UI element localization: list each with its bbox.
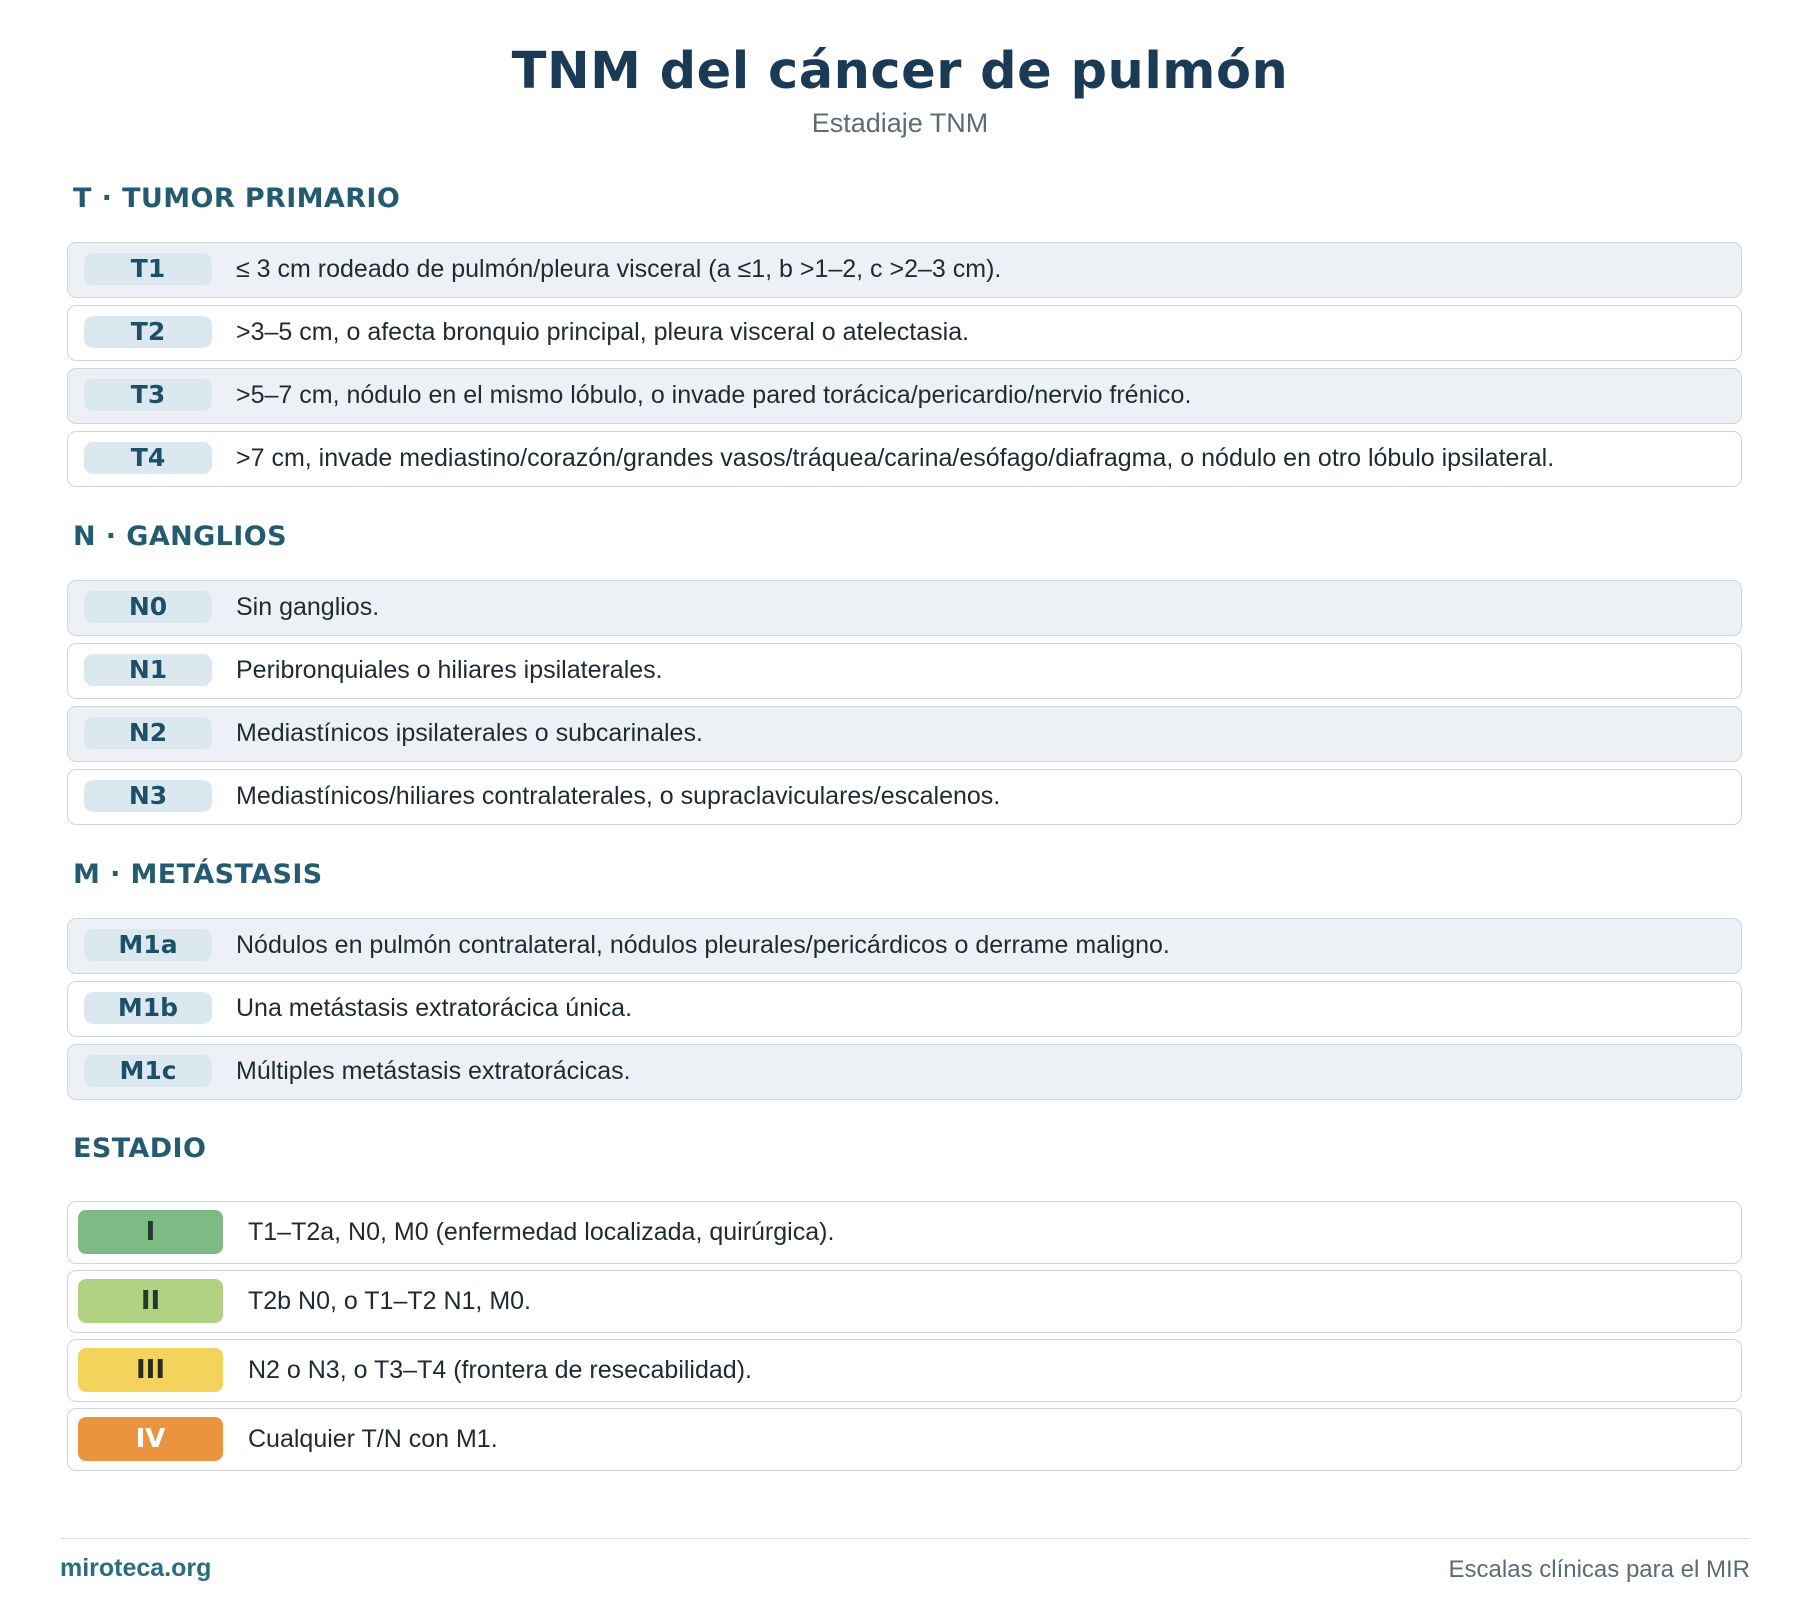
row-description: Nódulos en pulmón contralateral, nódulos pleurales/pericárdicos o derrame maligno.: [236, 931, 1170, 959]
table-row-t1: [67, 242, 1742, 298]
stage-description: Cualquier T/N con M1.: [248, 1425, 498, 1453]
footer-divider: [60, 1538, 1750, 1539]
code-badge: M1b: [84, 992, 212, 1024]
row-description: >3–5 cm, o afecta bronquio principal, pleura visceral o atelectasia.: [236, 318, 970, 346]
code-badge: T4: [84, 442, 212, 474]
row-description: Múltiples metástasis extratorácicas.: [236, 1057, 631, 1085]
table-row-m1b: [67, 981, 1742, 1037]
stage-row-iii: [67, 1339, 1742, 1402]
section-heading-m: M · METÁSTASIS: [73, 859, 323, 890]
page-subtitle: Estadiaje TNM: [811, 108, 989, 138]
code-badge: T1: [84, 253, 212, 285]
stage-description: T2b N0, o T1–T2 N1, M0.: [248, 1287, 531, 1315]
row-description: Mediastínicos/hiliares contralaterales, o supraclaviculares/escalenos.: [236, 782, 1001, 810]
table-row-m1c: [67, 1044, 1742, 1100]
stage-description: N2 o N3, o T3–T4 (frontera de resecabilidad).: [248, 1356, 752, 1384]
table-row-t2: [67, 305, 1742, 361]
table-row-n3: [67, 769, 1742, 825]
code-badge: T3: [84, 379, 212, 411]
table-row-n2: [67, 706, 1742, 762]
table-row-t4: [67, 431, 1742, 487]
code-badge: N3: [84, 780, 212, 812]
row-description: >5–7 cm, nódulo en el mismo lóbulo, o invade pared torácica/pericardio/nervio frénico.: [236, 381, 1192, 409]
stage-badge: III: [78, 1348, 223, 1392]
code-badge: N0: [84, 591, 212, 623]
stage-description: T1–T2a, N0, M0 (enfermedad localizada, quirúrgica).: [248, 1218, 835, 1246]
table-row-n0: [67, 580, 1742, 636]
table-row-m1a: [67, 918, 1742, 974]
row-description: ≤ 3 cm rodeado de pulmón/pleura visceral (a ≤1, b >1–2, c >2–3 cm).: [236, 255, 1002, 283]
stage-row-ii: [67, 1270, 1742, 1333]
footer-tagline: Escalas clínicas para el MIR: [1448, 1556, 1750, 1583]
code-badge: T2: [84, 316, 212, 348]
row-description: Mediastínicos ipsilaterales o subcarinales.: [236, 719, 703, 747]
stage-row-i: [67, 1201, 1742, 1264]
stage-badge: I: [78, 1210, 223, 1254]
code-badge: M1a: [84, 929, 212, 961]
row-description: Una metástasis extratorácica única.: [236, 994, 633, 1022]
footer-site-link[interactable]: miroteca.org: [60, 1554, 212, 1582]
stage-row-iv: [67, 1408, 1742, 1471]
section-heading-t: T · TUMOR PRIMARIO: [73, 183, 401, 214]
row-description: Peribronquiales o hiliares ipsilaterales.: [236, 656, 663, 684]
page-title: TNM del cáncer de pulmón: [511, 42, 1289, 101]
table-row-t3: [67, 368, 1742, 424]
stage-badge: IV: [78, 1417, 223, 1461]
section-heading-stage: ESTADIO: [73, 1133, 207, 1164]
section-heading-n: N · GANGLIOS: [73, 521, 287, 552]
code-badge: M1c: [84, 1055, 212, 1087]
stage-badge: II: [78, 1279, 223, 1323]
code-badge: N2: [84, 717, 212, 749]
row-description: >7 cm, invade mediastino/corazón/grandes vasos/tráquea/carina/esófago/diafragma, o nódulo en otro lóbulo ipsilateral.: [236, 444, 1555, 472]
code-badge: N1: [84, 654, 212, 686]
table-row-n1: [67, 643, 1742, 699]
row-description: Sin ganglios.: [236, 593, 380, 621]
